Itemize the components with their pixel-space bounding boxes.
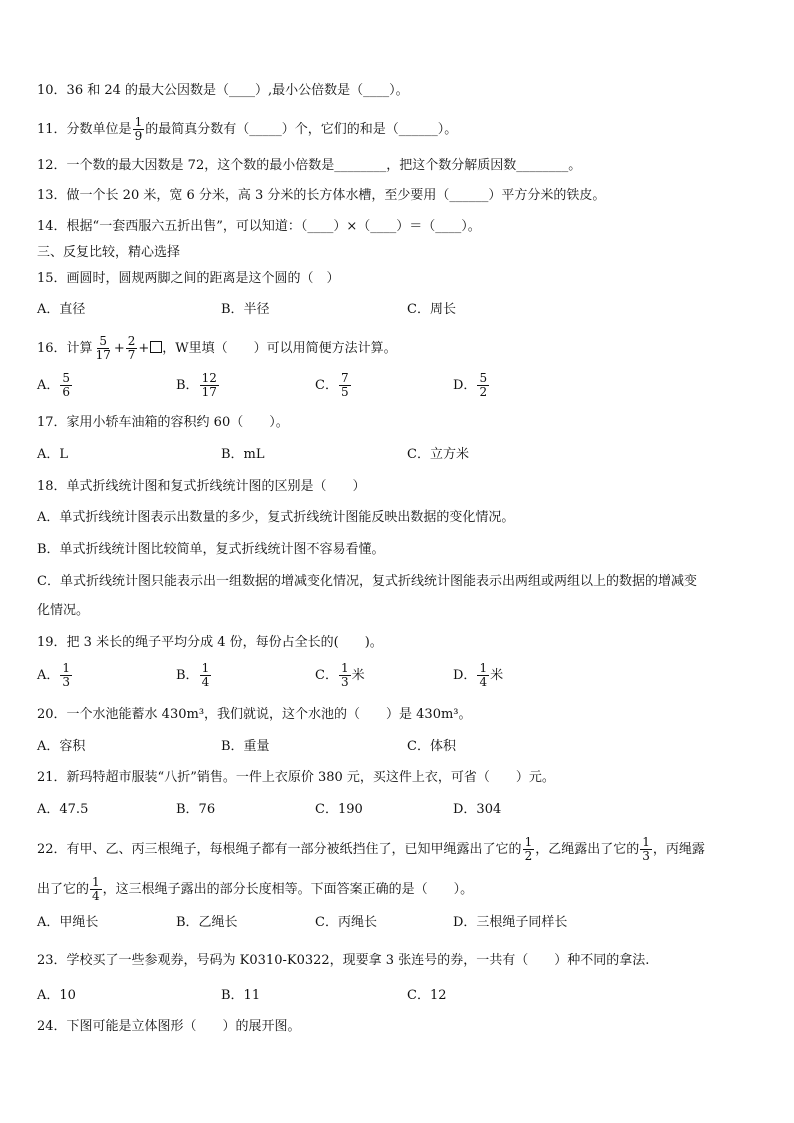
fraction-denominator: 5: [340, 385, 349, 399]
plus-sign: +: [113, 341, 125, 356]
fraction-numerator: 1: [479, 661, 488, 675]
option-c: C．12: [407, 988, 447, 1003]
fraction-denominator: 3: [642, 849, 650, 863]
question-text-pre: 分数单位是: [66, 122, 132, 137]
fraction-denominator: 3: [340, 675, 349, 689]
question-text: ，这三根绳子露出的部分长度相等。下面答案正确的是（ ）。: [102, 882, 474, 897]
option-label: C．: [315, 668, 338, 683]
question-number: 19．: [37, 635, 67, 650]
option-d: [453, 372, 490, 399]
option-a: A．单式折线统计图表示出数量的多少，复式折线统计图能反映出数据的变化情况。: [37, 510, 515, 525]
question-text-pre: 计算: [66, 341, 93, 356]
fraction-denominator: 2: [524, 849, 533, 863]
fraction-numerator: 5: [62, 371, 71, 385]
option-b: [176, 662, 212, 689]
question-text: ，乙绳露出了它的: [535, 842, 640, 857]
fraction-numerator: 1: [642, 835, 650, 849]
option-b: B．重量: [221, 739, 270, 754]
question-12: [37, 157, 581, 175]
option-d: D．304: [453, 802, 502, 817]
fraction-numerator: 2: [127, 334, 136, 348]
fraction: [339, 662, 351, 689]
question-13: [37, 187, 605, 205]
question-text: 做一个长 20 米，宽 6 分米，高 3 分米的长方体水槽，至少要用（______）平方分米的铁皮。: [66, 188, 606, 203]
fraction-numerator: 12: [201, 371, 217, 385]
section-heading: [37, 244, 180, 262]
option-b: B．半径: [221, 302, 270, 317]
question-11: [37, 116, 457, 143]
option-c: C．立方米: [407, 447, 469, 462]
option-label: A．: [37, 378, 60, 393]
fraction-numerator: 1: [201, 661, 210, 675]
question-text: 单式折线统计图和复式折线统计图的区别是（ ）: [66, 479, 366, 494]
fraction-denominator: 4: [201, 675, 210, 689]
option-c: [315, 662, 365, 689]
question-19: [37, 634, 383, 652]
option-a: A．47.5: [37, 802, 89, 817]
option-b: B．单式折线统计图比较简单，复式折线统计图不容易看懂。: [37, 542, 385, 557]
option-b: B．乙绳长: [176, 915, 238, 930]
fraction-denominator: 4: [479, 675, 488, 689]
fraction: [200, 372, 219, 399]
question-text: ，丙绳露: [652, 842, 705, 857]
question-number: 16．: [37, 341, 67, 356]
option-b: B．76: [176, 802, 216, 817]
fraction: [477, 372, 489, 399]
question-15: [37, 270, 340, 288]
fraction: [90, 876, 102, 903]
fraction-denominator: 17: [95, 348, 111, 362]
fraction: [339, 372, 351, 399]
fraction-numerator: 5: [479, 371, 488, 385]
fraction-denominator: 6: [62, 385, 71, 399]
question-text: 有甲、乙、丙三根绳子，每根绳子都有一部分被纸挡住了，已知甲绳露出了它的: [66, 842, 522, 857]
question-14: [37, 218, 481, 236]
fraction-denominator: 4: [92, 889, 100, 903]
question-23: [37, 952, 649, 970]
question-17: [37, 414, 289, 432]
question-text: 出了它的: [37, 882, 90, 897]
question-number: 20．: [37, 707, 67, 722]
question-number: 23．: [37, 953, 67, 968]
fraction-numerator: 7: [340, 371, 349, 385]
question-number: 18．: [37, 479, 67, 494]
fraction: [477, 662, 489, 689]
question-text: 新玛特超市服装“八折”销售。一件上衣原价 380 元，买这件上衣，可省（ ）元。: [66, 770, 555, 785]
fraction: [640, 836, 652, 863]
fraction-denominator: 2: [479, 385, 488, 399]
option-c: C．单式折线统计图只能表示出一组数据的增减变化情况，复式折线统计图能表示出两组或两组以上的数据的增减变: [37, 574, 697, 589]
question-22: [37, 836, 705, 863]
option-b: B．11: [221, 988, 261, 1003]
question-number: 24．: [37, 1019, 67, 1034]
question-number: 13．: [37, 188, 67, 203]
option-a: A．L: [37, 447, 69, 462]
fraction: [200, 662, 212, 689]
option-label: B．: [176, 378, 199, 393]
question-number: 10．: [37, 83, 67, 98]
option-c-continuation: 化情况。: [37, 603, 90, 618]
question-text: 家用小轿车油箱的容积约 60（ ）。: [66, 415, 289, 430]
fraction: [133, 116, 145, 143]
option-c: C．190: [315, 802, 363, 817]
fraction-numerator: 1: [340, 661, 349, 675]
question-21: [37, 769, 555, 787]
question-22-continuation: [37, 876, 473, 903]
fraction-denominator: 9: [134, 129, 143, 143]
option-c: C．丙绳长: [315, 915, 377, 930]
option-a: A．10: [37, 988, 76, 1003]
question-text: 一个水池能蓄水 430m³，我们就说，这个水池的（ ）是 430m³。: [66, 707, 472, 722]
blank-box-icon: [150, 341, 162, 353]
fraction-numerator: 1: [92, 875, 100, 889]
fraction-numerator: 1: [524, 835, 533, 849]
option-a: [37, 662, 73, 689]
option-a: A．直径: [37, 302, 86, 317]
question-text-post: ，W里填（ ）可以用简便方法计算。: [162, 341, 397, 356]
option-label: D．: [453, 378, 477, 393]
question-number: 17．: [37, 415, 67, 430]
question-20: [37, 706, 472, 724]
question-number: 14．: [37, 219, 67, 234]
fraction: [126, 335, 138, 362]
section-title: 三、反复比较，精心选择: [37, 245, 181, 260]
question-number: 21．: [37, 770, 67, 785]
question-number: 15．: [37, 271, 67, 286]
question-text: 把 3 米长的绳子平均分成 4 份，每份占全长的( )。: [66, 635, 383, 650]
option-a: A．容积: [37, 739, 86, 754]
option-label: D．: [453, 668, 477, 683]
fraction-numerator: 1: [134, 115, 143, 129]
question-text: 36 和 24 的最大公因数是（____）,最小公倍数是（____）。: [66, 83, 409, 98]
question-24: [37, 1018, 301, 1036]
fraction-denominator: 7: [127, 348, 136, 362]
option-b: B．mL: [221, 447, 265, 462]
question-text: 画圆时，圆规两脚之间的距离是这个圆的（ ）: [66, 271, 340, 286]
question-text: 学校买了一些参观券，号码为 K0310-K0322，现要拿 3 张连号的券，一共有（ ）种不同的拿法.: [66, 953, 650, 968]
question-10: [37, 82, 409, 100]
question-number: 22．: [37, 842, 67, 857]
fraction-denominator: 17: [201, 385, 217, 399]
fraction-numerator: 1: [62, 661, 71, 675]
fraction: [523, 836, 535, 863]
option-b: [176, 372, 220, 399]
question-number: 11．: [37, 122, 67, 137]
fraction-denominator: 3: [62, 675, 71, 689]
fraction-numerator: 5: [99, 334, 108, 348]
unit: 米: [490, 668, 504, 683]
option-label: C．: [315, 378, 338, 393]
option-label: A．: [37, 668, 60, 683]
question-text: 一个数的最大因数是 72，这个数的最小倍数是________，把这个数分解质因数________。: [66, 158, 582, 173]
unit: 米: [351, 668, 365, 683]
question-text: 下图可能是立体图形（ ）的展开图。: [66, 1019, 301, 1034]
question-16: [37, 335, 397, 362]
plus-sign: +: [138, 341, 150, 356]
fraction: [60, 372, 72, 399]
option-a: A．甲绳长: [37, 915, 99, 930]
question-text: 根据“一套西服六五折出售”，可以知道：（____）×（____）＝（____）。: [66, 219, 481, 234]
option-c: C．体积: [407, 739, 456, 754]
question-text-post: 的最简真分数有（_____）个，它们的和是（______）。: [145, 122, 458, 137]
option-a: [37, 372, 73, 399]
question-number: 12．: [37, 158, 67, 173]
option-label: B．: [176, 668, 199, 683]
option-d: D．三根绳子同样长: [453, 915, 568, 930]
question-18: [37, 478, 366, 496]
option-d: [453, 662, 503, 689]
fraction: [60, 662, 72, 689]
option-c: [315, 372, 352, 399]
fraction: [94, 335, 113, 362]
option-c: C．周长: [407, 302, 456, 317]
